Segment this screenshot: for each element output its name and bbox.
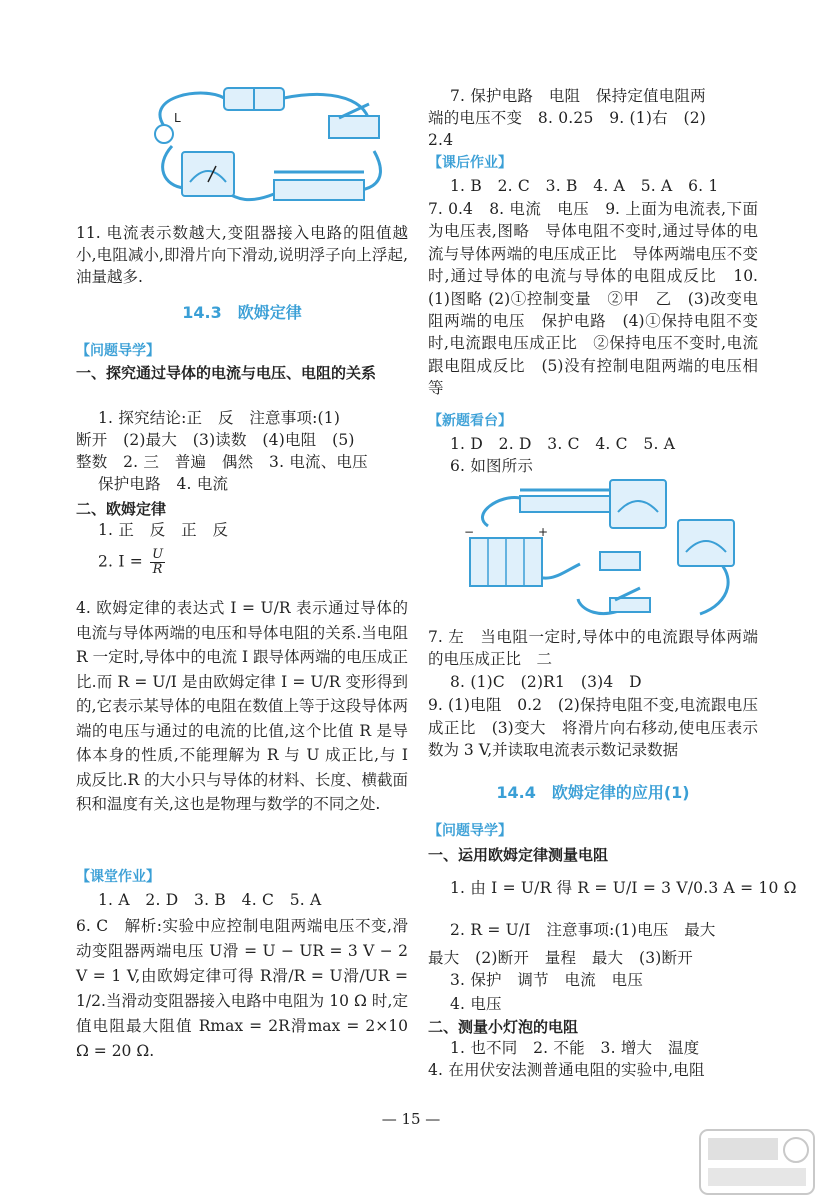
after-class-p7: 7. 0.4 8. 电流 电压 9. 上面为电流表,下面为电压表,图略 导体电阻不变时,通过导体的电流与导体两端的电压成正比 导体两端电压不变时,通过导体的电流与导体的电阻成反比 10. (1)图略 (2)①控制变量 ②甲 乙 (3)改变电阻两端的电压 保护电路 (4)①保持电阻不变时,电流跟电压成正比 ②保持电压不变时,电流跟电阻成反比 (5)没有控制电阻两端的电压相等	[428, 200, 758, 398]
tag-new-problems: 【新题看台】	[428, 413, 512, 429]
s2-formula-prefix: 2. I =	[98, 552, 143, 571]
section-title-14-3: 14.3 欧姆定律	[182, 303, 302, 322]
s2-line-1: 1. 正 反 正 反	[98, 521, 229, 539]
a-line-3: 最大 (2)断开 量程 最大 (3)断开	[428, 949, 693, 967]
circuit-diagram-2	[460, 474, 756, 624]
answer-q11: 11. 电流表示数越大,变阻器接入电路的阻值越小,电阻减小,即滑片向下滑动,说明浮子向上浮起,油量越多.	[76, 224, 408, 286]
a-line-2: 2. R = U/I 注意事项:(1)电压 最大	[450, 921, 716, 939]
b-line-2: 4. 在用伏安法测普通电阻的实验中,电阻	[428, 1061, 705, 1079]
tag-class-work: 【课堂作业】	[76, 869, 160, 885]
watermark-logo	[698, 1128, 816, 1196]
subsection-2-heading: 二、欧姆定律	[76, 500, 167, 518]
svg-text:−: −	[464, 525, 475, 539]
s1-line-1: 1. 探究结论:正 反 注意事项:(1)	[98, 409, 341, 427]
fraction-u-over-r	[150, 548, 165, 577]
right-line-1: 7. 保护电路 电阻 保持定值电阻两	[450, 87, 706, 105]
circuit-diagram-1	[124, 76, 396, 216]
tag-problem-guide-2: 【问题导学】	[428, 823, 512, 839]
subsection-b-heading: 二、测量小灯泡的电阻	[428, 1018, 579, 1036]
new-line-1: 1. D 2. D 3. C 4. C 5. A	[450, 435, 676, 453]
svg-text:L: L	[174, 111, 181, 125]
s2-formula-line	[76, 548, 408, 577]
fraction-denominator: R	[152, 562, 163, 577]
class-work-p6: 6. C 解析:实验中应控制电阻两端电压不变,滑动变阻器两端电压 U滑 = U − UR = 3 V − 2 V = 1 V,由欧姆定律可得 R滑/R = U滑/UR = 1/2.当滑动变阻器接入电路中电阻为 10 Ω 时,定值电阻最大阻值 Rmax = 2R滑max = 2×10 Ω = 20 Ω.	[76, 917, 408, 1060]
right-line-2: 端的电压不变 8. 0.25 9. (1)右 (2)	[428, 109, 707, 127]
subsection-a-heading: 一、运用欧姆定律测量电阻	[428, 846, 609, 864]
fraction-numerator: U	[152, 547, 164, 562]
new-line-2: 6. 如图所示	[450, 457, 534, 475]
after-class-line-1: 1. B 2. C 3. B 4. A 5. A 6. 1	[450, 177, 719, 195]
page-number: — 15 —	[381, 1110, 441, 1128]
class-work-line-1: 1. A 2. D 3. B 4. C 5. A	[98, 891, 322, 909]
s1-line-3: 整数 2. 三 普遍 偶然 3. 电流、电压	[76, 453, 368, 471]
s1-line-2: 断开 (2)最大 (3)读数 (4)电阻 (5)	[76, 431, 355, 449]
a-line-5: 4. 电压	[450, 995, 502, 1013]
subsection-1-heading: 一、探究通过导体的电流与电压、电阻的关系	[76, 364, 377, 382]
new-line-8: 8. (1)C (2)R1 (3)4 D	[450, 673, 642, 691]
a-line-1: 1. 由 I = U/R 得 R = U/I = 3 V/0.3 A = 10 Ω	[450, 879, 797, 897]
s2-paragraph-4: 4. 欧姆定律的表达式 I = U/R 表示通过导体的电流与导体两端的电压和导体电阻的关系.当电阻 R 一定时,导体中的电流 I 跟导体两端的电压成正比.而 R = U/I 是由欧姆定律 I = U/R 变形得到的,它表示某导体的电阻在数值上等于这段导体两端的电压与通过的电流的比值,这个比值 R 是导体本身的性质,不能理解为 R 与 U 成正比,与 I 成反比.R 的大小只与导体的材料、长度、横截面积和温度有关,这也是物理与数学的不同之处.	[76, 599, 409, 813]
s1-line-4: 保护电路 4. 电流	[98, 475, 229, 493]
svg-text:+: +	[538, 525, 549, 539]
b-line-1: 1. 也不同 2. 不能 3. 增大 温度	[450, 1039, 700, 1057]
a-line-4: 3. 保护 调节 电流 电压	[450, 971, 644, 989]
new-p9: 9. (1)电阻 0.2 (2)保持电阻不变,电流跟电压成正比 (3)变大 将滑片向右移动,使电压表示数为 3 V,并读取电流表示数记录数据	[428, 696, 758, 759]
tag-after-class: 【课后作业】	[428, 155, 512, 171]
right-line-3: 2.4	[428, 131, 454, 149]
section-title-14-4: 14.4 欧姆定律的应用(1)	[496, 783, 690, 802]
tag-problem-guide: 【问题导学】	[76, 343, 160, 359]
new-p7: 7. 左 当电阻一定时,导体中的电流跟导体两端的电压成正比 二	[428, 628, 758, 668]
